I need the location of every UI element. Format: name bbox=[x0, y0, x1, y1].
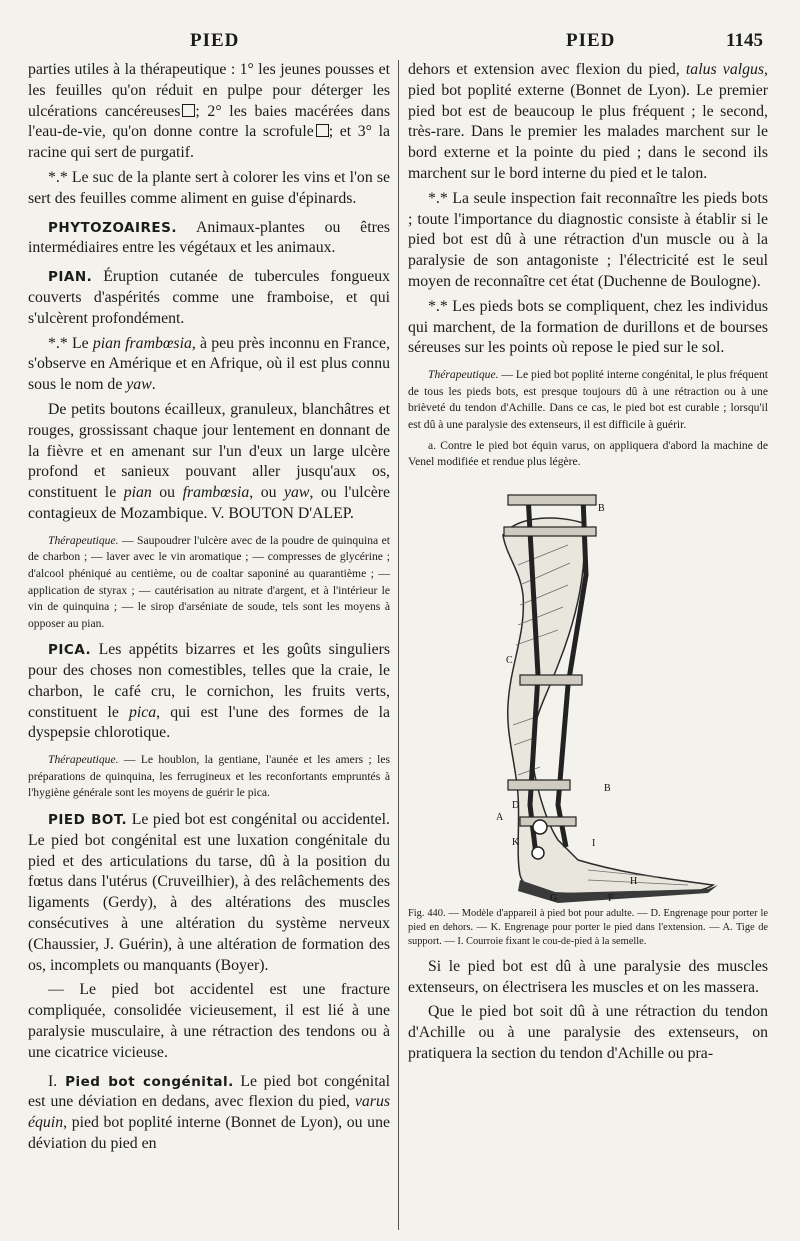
text: Les appétits bizarres et les goûts singuliers pour des choses non comestibles, telles que la craie, le charbon, le café cru, le cornichon, les fruits verts, constituent le bbox=[28, 641, 390, 721]
label-g: G bbox=[550, 892, 558, 903]
headword: PHYTOZOAIRES. bbox=[48, 219, 177, 236]
italic-term: talus valgus bbox=[685, 61, 765, 78]
paragraph: *.* Le suc de la plante sert à colorer les vins et l'on se sert des feuilles comme aliment en guise d'épinards. bbox=[28, 168, 390, 207]
label-a: A bbox=[496, 811, 504, 823]
header-left-word: PIED bbox=[190, 30, 240, 51]
text: — Le houblon, la gentiane, l'aunée et les amers ; les préparations de quinquina, les ferrugineux et les reconfortants empruntés à l'hygiène générale sont les moyens de guérir le pica. bbox=[28, 753, 390, 800]
page-number: 1145 bbox=[726, 30, 763, 51]
text: Éruption cutanée de tubercules fongueux couverts d'aspérités comme une framboise, et qui s'ulcèrent profondément. bbox=[28, 268, 390, 327]
paragraph: a. Contre le pied bot équin varus, on appliquera d'abord la machine de Venel modifiée et rendue plus légère. bbox=[408, 438, 768, 469]
column-divider bbox=[398, 60, 399, 1230]
italic-term: yaw bbox=[126, 376, 152, 394]
figure-440 bbox=[408, 475, 768, 903]
paragraph bbox=[28, 400, 390, 525]
text: ; et 3° la racine qui sert de purgatif. bbox=[28, 123, 390, 162]
label-b2: B bbox=[604, 782, 611, 794]
label-b1: B bbox=[598, 502, 605, 514]
gear-k-icon bbox=[532, 847, 544, 859]
text: . bbox=[151, 376, 156, 394]
label-d: D bbox=[512, 799, 520, 811]
italic-term: frambœsia bbox=[182, 484, 250, 502]
italic-term: yaw bbox=[284, 484, 310, 502]
therapeutique-note bbox=[28, 752, 390, 802]
text: parties utiles à la thérapeutique : 1° les jeunes pousses et les feuilles qu'on réduit en pulpe pour déterger les ulcérations cancéreuses bbox=[28, 61, 390, 120]
text: , ou bbox=[249, 484, 284, 502]
label-k: K bbox=[512, 836, 520, 848]
text: De petits boutons écailleux, granuleux, blanchâtres et rouges, grossissant chaque jour lentement en donnant de la fièvre et en amenant sur l'un d'eux un large ulcère profond et sanieux pouvant aller jusqu'aux os, constituent le bbox=[28, 400, 390, 502]
italic-term: varus équin bbox=[28, 1093, 390, 1132]
label: Thérapeutique. bbox=[48, 533, 119, 547]
label: Thérapeutique. bbox=[428, 368, 499, 382]
section-pied-bot-congenital bbox=[28, 1072, 390, 1155]
headword: PIAN. bbox=[48, 269, 93, 286]
italic-term: pian frambœsia bbox=[92, 334, 192, 352]
entry-pied-bot bbox=[28, 810, 390, 976]
label-i: I bbox=[592, 837, 596, 849]
paragraph: *.* La seule inspection fait reconnaître les pieds bots ; toute l'importance du diagnostic consiste à établir si le pied bot est dû à une rétraction d'un muscle ou à la paralysie de son antagoniste ; l'électricité est le seul moyen de reconnaître cet état (Duchenne de Boulogne). bbox=[408, 189, 768, 290]
text: Le pied bot est congénital ou accidentel. Le pied bot congénital est une luxation congénitale du pied et des articulations du tarse, dû à la position du fœtus dans l'utérus (Cruveilhier), à des relâchements des ligaments (Gerdy), à des altérations des muscles consécutives à une altération du système nerveux (Chaussier, J. Guérin), à une altération de formation des os, incomplets ou manquants (Boyer). bbox=[28, 811, 390, 974]
italic-term: pian bbox=[123, 484, 152, 502]
left-column bbox=[28, 60, 390, 1236]
paragraph bbox=[408, 60, 768, 185]
paragraph: *.* Les pieds bots se compliquent, chez les individus qui marchent, de la formation de durillons et de bourses séreuses sur les points où repose le pied sur le sol. bbox=[408, 297, 768, 357]
text: — Le pied bot poplité interne congénital, le plus fréquent de tous les pieds bots, est presque toujours dû à une rétraction ou à une brièveté du tendon d'Achille. Dans ce cas, le pied bot est curable ; lorsqu'il est dû à une paralysie des extenseurs, il est difficile à guérir. bbox=[408, 368, 768, 431]
text: , à peu près inconnu en France, s'observe en Amérique et en Afrique, où il est plus connu sous le nom de bbox=[28, 334, 390, 394]
running-header bbox=[0, 30, 800, 54]
text: dehors et extension avec flexion du pied, bbox=[408, 61, 686, 78]
text: , pied bot poplité interne (Bonnet de Lyon), ou une déviation du pied en bbox=[28, 1114, 390, 1153]
label-c: C bbox=[506, 654, 513, 666]
entry-phytozoaires bbox=[28, 218, 390, 260]
text: — Saupoudrer l'ulcère avec de la poudre de quinquina et de charbon ; — laver avec le vin aromatique ; — compresses de glycérine ; d'alcool phéniqué au centième, ou de coaltar saponiné au quarantième ; — application de styrax ; — cautérisation au nitrate d'argent, et à l'intérieur le vin de quinquina ; — le sirop d'arséniate de soude, tels sont les moyens à opposer au pian. bbox=[28, 533, 390, 630]
section-heading: Pied bot congénital. bbox=[57, 1073, 234, 1090]
text: , pied bot poplité externe (Bonnet de Lyon). Le premier pied bot est de beaucoup le plus fréquent ; le second, très-rare. Dans le premier les malades marchent sur le bord externe et la pointe du pied ; dans le second ils marchent sur le bord interne du pied et le talon. bbox=[408, 61, 768, 182]
paragraph bbox=[28, 60, 390, 164]
headword: PIED BOT. bbox=[48, 812, 128, 829]
gear-d-icon bbox=[533, 820, 547, 834]
figure-caption: Fig. 440. — Modèle d'appareil à pied bot pour adulte. — D. Engrenage pour porter le pied en dehors. — K. Engrenage pour porter le pied dans l'extension. — A. Tige de support. — I. Courroie fixant le cou-de-pied à la semelle. bbox=[408, 907, 768, 947]
paragraph: Que le pied bot soit dû à une rétraction du tendon d'Achille ou à une paralysie des extenseurs, on pratiquera la section du tendon d'Achille ou pra- bbox=[408, 1003, 768, 1062]
symbol-square-icon bbox=[316, 124, 329, 137]
text: Le pied bot congénital est une déviation en dedans, avec flexion du pied, bbox=[28, 1072, 390, 1111]
text: Animaux-plantes ou êtres intermédiaires entre les végétaux et les animaux. bbox=[28, 218, 390, 257]
italic-term: pica bbox=[128, 703, 157, 721]
headword: PICA. bbox=[48, 642, 92, 659]
section-number: I. bbox=[48, 1072, 58, 1090]
label: Thérapeutique. bbox=[48, 753, 119, 767]
symbol-square-icon bbox=[182, 104, 195, 117]
leg-brace-illustration bbox=[408, 475, 768, 903]
text: ou bbox=[151, 484, 183, 502]
therapeutique-note bbox=[28, 533, 390, 633]
entry-pian bbox=[28, 267, 390, 329]
paragraph: — Le pied bot accidentel est une fracture compliquée, consolidée vicieusement, il est lié à une paralysie musculaire, à une rétraction des tendons ou à une cicatrice vicieuse. bbox=[28, 981, 390, 1061]
label-h: H bbox=[630, 875, 638, 887]
therapeutique-note bbox=[408, 367, 768, 433]
entry-pica bbox=[28, 640, 390, 744]
text: , qui est l'une des formes de la dyspepsie chlorotique. bbox=[28, 703, 390, 742]
right-column bbox=[408, 60, 768, 1236]
text: *.* Le bbox=[48, 334, 93, 352]
text: ; 2° les baies macérées dans l'eau-de-vie, qu'on donne contre la scrofule bbox=[28, 102, 390, 141]
paragraph: Si le pied bot est dû à une paralysie des muscles extenseurs, on électrisera les muscles et on les massera. bbox=[408, 957, 768, 996]
text: , ou l'ulcère contagieux de Mozambique. V. BOUTON D'ALEP. bbox=[28, 484, 390, 522]
label-f: F bbox=[608, 892, 614, 903]
header-right-word: PIED bbox=[566, 30, 616, 51]
paragraph bbox=[28, 334, 390, 396]
